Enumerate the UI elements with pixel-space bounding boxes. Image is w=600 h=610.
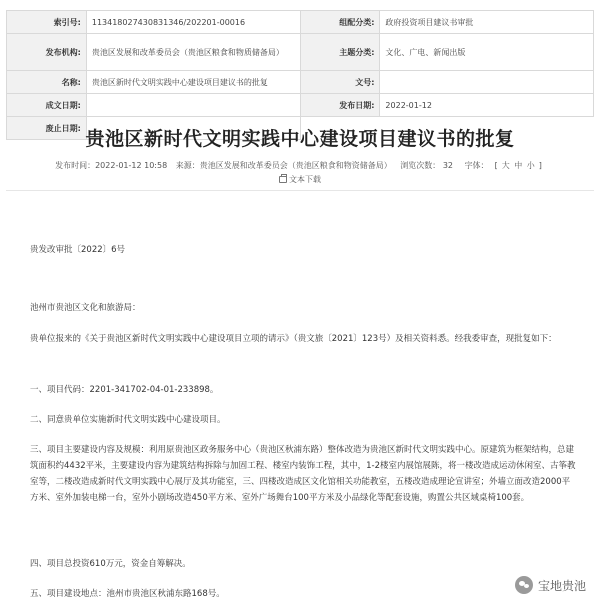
expired-label: 废止日期:: [7, 117, 87, 140]
font-size-label: 字体：: [464, 161, 489, 170]
published-value: 2022-01-12: [380, 94, 594, 117]
item-investment: 四、项目总投资610万元，资金自筹解决。: [30, 559, 191, 569]
publisher-label: 发布机构:: [7, 34, 87, 71]
name-value: 贵池区新时代文明实践中心建设项目建议书的批复: [86, 71, 300, 94]
item-construction-content: 三、项目主要建设内容及规模：利用原贵池区政务服务中心（贵池区秋浦东路）整体改造为贵池区新时代文明实践中心。原建筑为框架结构，总建筑面积约4432平米，主要建设内容为建筑结构拆除与加固工程、楼室内装饰工程，其中，1-2楼室内展馆展陈，将一楼改造成运动休闲室、古筝教室等，二楼改造成新时代文明实践中心展厅及其功能室，三、四楼改造成区文化馆相关功能教室，五楼改造成理论宣讲室；外墙立面改造2000平方米、室外加装电梯一台，室外小剧场改造450平方米、室外广场舞台100平方米及小品绿化等配套设施，购置公共区域桌椅100套。: [30, 445, 576, 503]
item-location: 五、项目建设地点：池州市贵池区秋浦东路168号。: [30, 589, 225, 599]
meta-row: [7, 94, 594, 117]
download-text-link[interactable]: 文本下载: [289, 175, 321, 184]
docno-label: 文号:: [300, 71, 380, 94]
item-approval: 二、同意贵单位实施新时代文明实践中心建设项目。: [30, 415, 226, 425]
category-value: 政府投资项目建议书审批: [380, 11, 594, 34]
view-count: 浏览次数： 32: [400, 161, 454, 170]
recipient: 池州市贵池区文化和旅游局：: [30, 303, 141, 313]
intro-paragraph: 贵单位报来的《关于贵池区新时代文明实践中心建设项目立项的请示》（贵文旅〔2021〕123号）及相关资料悉。经我委审查，现批复如下：: [30, 334, 557, 344]
category-label: 组配分类:: [300, 11, 380, 34]
meta-row: [7, 11, 594, 34]
topic-label: 主题分类:: [300, 34, 380, 71]
meta-row: [7, 34, 594, 71]
name-label: 名称:: [7, 71, 87, 94]
publisher-value: 贵池区发展和改革委员会（贵池区粮食和物质储备局）: [86, 34, 300, 71]
wechat-icon: [515, 576, 533, 594]
index-value: 11341802743083134​6/202201-00016: [86, 11, 300, 34]
topic-value: 文化、广电、新闻出版: [380, 34, 594, 71]
document-metadata-table: [6, 10, 594, 140]
article-info-line: [0, 160, 600, 171]
article-source: 来源：贵池区发展和改革委员会（贵池区粮食和物资储备局）: [175, 161, 392, 170]
meta-row: [7, 71, 594, 94]
created-value: [86, 94, 300, 117]
created-label: 成文日期:: [7, 94, 87, 117]
bracket-close: ]: [538, 161, 542, 170]
font-small-link[interactable]: 小: [526, 161, 535, 170]
article-title: 贵池区新时代文明实践中心建设项目建议书的批复: [85, 128, 515, 150]
doc-number: 贵发改审批〔2022〕6号: [30, 245, 126, 255]
font-large-link[interactable]: 大: [501, 161, 510, 170]
docno-value: [380, 71, 594, 94]
watermark-text: 宝地贵池: [537, 578, 586, 593]
download-row: [0, 174, 600, 185]
print-icon: [279, 176, 287, 183]
divider: [6, 190, 594, 191]
wechat-watermark: [511, 574, 590, 596]
font-size-selector: [462, 161, 545, 170]
published-label: 发布日期:: [300, 94, 380, 117]
publish-time: 发布时间：2022-01-12 10:58: [55, 161, 168, 170]
bracket-open: [: [494, 161, 498, 170]
font-medium-link[interactable]: 中: [514, 161, 523, 170]
index-label: 索引号:: [7, 11, 87, 34]
item-project-code: 一、项目代码：2201-341702-04-01-233898。: [30, 385, 219, 395]
